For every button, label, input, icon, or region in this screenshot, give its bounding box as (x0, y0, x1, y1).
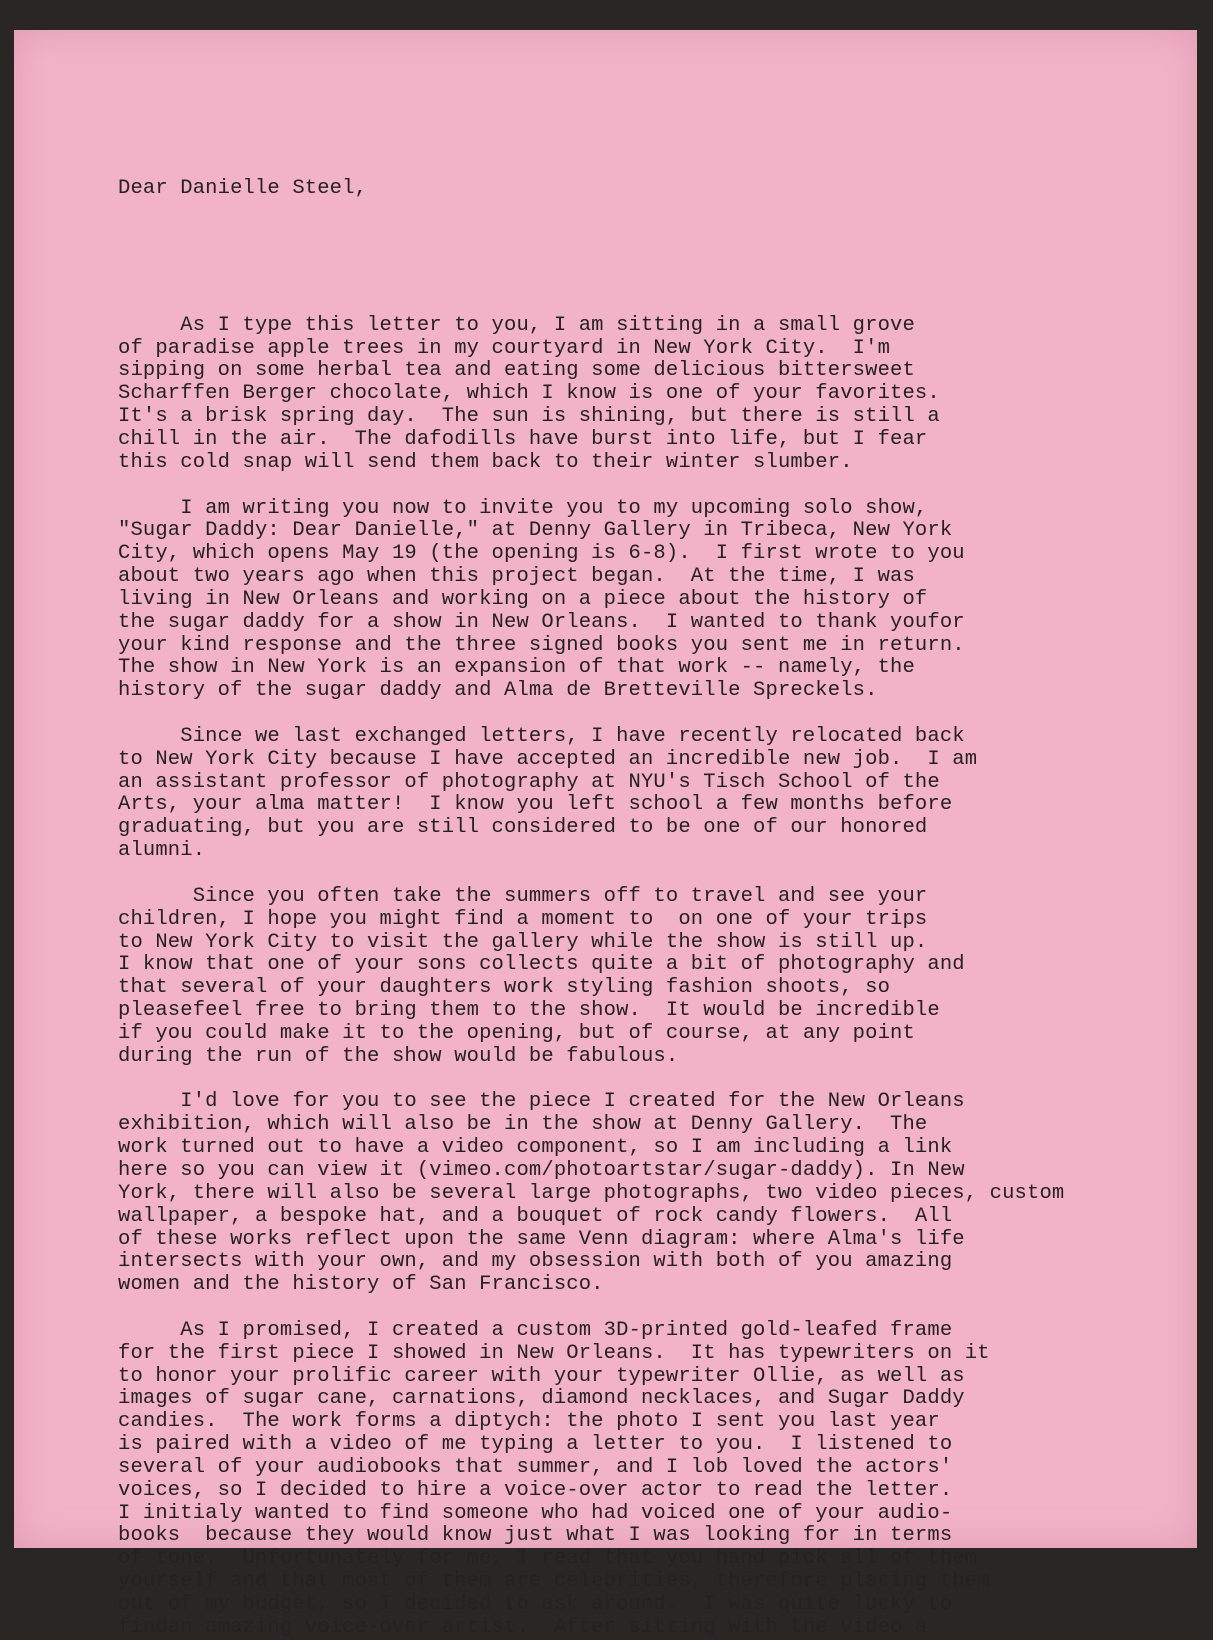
letter-line: work turned out to have a video component, so I am including a link (118, 1136, 953, 1160)
paragraph-gap (118, 475, 1064, 498)
letter-line: living in New Orleans and working on a piece about the history of (118, 587, 928, 611)
letter-line: City, which opens May 19 (the opening is 6-8). I first wrote to you (118, 542, 965, 566)
letter-line: children, I hope you might find a moment to on one of your trips (118, 907, 928, 931)
letter-line: Since you often take the summers off to travel and see your (118, 884, 928, 908)
letter-line: voices, so I decided to hire a voice-over actor to read the letter. (118, 1478, 953, 1502)
letter-line: I initialy wanted to find someone who had voiced one of your audio- (118, 1501, 953, 1525)
letter-line: findan amazing voice-over artist. After sitting with the video a (118, 1615, 928, 1639)
letter-line: here so you can view it (vimeo.com/photoartstar/sugar-daddy). In New (118, 1158, 965, 1182)
letter-line: is paired with a video of me typing a letter to you. I listened to (118, 1433, 953, 1457)
salutation: Dear Danielle Steel, (118, 176, 368, 200)
letter-line: of paradise apple trees in my courtyard in New York City. I'm (118, 336, 891, 360)
paragraph-gap (118, 1297, 1064, 1320)
letter-line: for the first piece I showed in New Orleans. It has typewriters on it (118, 1341, 990, 1365)
letter-line: I am writing you now to invite you to my upcoming solo show, (118, 496, 928, 520)
letter-line: if you could make it to the opening, but of course, at any point (118, 1021, 915, 1045)
letter-line: about two years ago when this project began. At the time, I was (118, 565, 915, 589)
paragraph-gap (118, 703, 1064, 726)
letter-line: wallpaper, a bespoke hat, and a bouquet of rock candy flowers. All (118, 1204, 953, 1228)
letter-line: to honor your prolific career with your typewriter Ollie, as well as (118, 1364, 965, 1388)
letter-line: women and the history of San Francisco. (118, 1273, 604, 1297)
letter-line: "Sugar Daddy: Dear Danielle," at Denny Gallery in Tribeca, New York (118, 519, 953, 543)
letter-line: of these works reflect upon the same Venn diagram: where Alma's life (118, 1227, 965, 1251)
letter-line: several of your audiobooks that summer, and I lob loved the actors' (118, 1455, 953, 1479)
paragraph-gap (118, 863, 1064, 886)
letter-line: chill in the air. The dafodills have burst into life, but I fear (118, 427, 928, 451)
letter-line: books because they would know just what I was looking for in terms (118, 1524, 953, 1548)
letter-line: images of sugar cane, carnations, diamond necklaces, and Sugar Daddy (118, 1387, 965, 1411)
letter-line: As I promised, I created a custom 3D-printed gold-leafed frame (118, 1318, 953, 1342)
letter-line: alumni. (118, 839, 206, 863)
letter-line: to New York City to visit the gallery while the show is still up. (118, 930, 928, 954)
letter-line: graduating, but you are still considered to be one of our honored (118, 816, 928, 840)
letter-line: pleasefeel free to bring them to the show. It would be incredible (118, 999, 940, 1023)
letter-line: your kind response and the three signed books you sent me in return. (118, 633, 965, 657)
letter-line: York, there will also be several large photographs, two video pieces, custom (118, 1181, 1065, 1205)
letter-line: out of my budget, so I decided to ask around. I was quite lucky to (118, 1593, 953, 1616)
letter-page (14, 30, 1197, 1639)
letter-line: Since we last exchanged letters, I have recently relocated back (118, 724, 965, 748)
letter-line: intersects with your own, and my obsession with both of you amazing (118, 1250, 953, 1274)
letter-line: Arts, your alma matter! I know you left school a few months before (118, 793, 953, 817)
letter-line: to New York City because I have accepted an incredible new job. I am (118, 747, 978, 771)
letter-line: the sugar daddy for a show in New Orleans. I wanted to thank youfor (118, 610, 965, 634)
paragraph-gap (118, 246, 1064, 269)
letter-line: history of the sugar daddy and Alma de Bretteville Spreckels. (118, 679, 878, 703)
letter-line: exhibition, which will also be in the show at Denny Gallery. The (118, 1113, 928, 1137)
letter-line: I'd love for you to see the piece I created for the New Orleans (118, 1090, 965, 1114)
letter-line: yourself and that most of them are celebrities, therefore placing them (118, 1570, 990, 1594)
letter-line: during the run of the show would be fabulous. (118, 1044, 679, 1068)
letter-line: It's a brisk spring day. The sun is shining, but there is still a (118, 405, 940, 429)
letter-line: As I type this letter to you, I am sitting in a small grove (118, 313, 915, 337)
letter-line: of tone. Unfortunately for me, I read that you hand pick all of them (118, 1547, 978, 1571)
paragraph-gap (118, 1069, 1064, 1092)
letter-line: that several of your daughters work styling fashion shoots, so (118, 976, 891, 1000)
letter-body (118, 132, 1064, 1640)
letter-line: this cold snap will send them back to their winter slumber. (118, 450, 853, 474)
letter-line: candies. The work forms a diptych: the photo I sent you last year (118, 1410, 940, 1434)
letter-line: The show in New York is an expansion of that work -- namely, the (118, 656, 915, 680)
letter-line: an assistant professor of photography at NYU's Tisch School of the (118, 770, 940, 794)
letter-line: I know that one of your sons collects quite a bit of photography and (118, 953, 965, 977)
letter-line: Scharffen Berger chocolate, which I know is one of your favorites. (118, 382, 940, 406)
letter-line: sipping on some herbal tea and eating some delicious bittersweet (118, 359, 915, 383)
